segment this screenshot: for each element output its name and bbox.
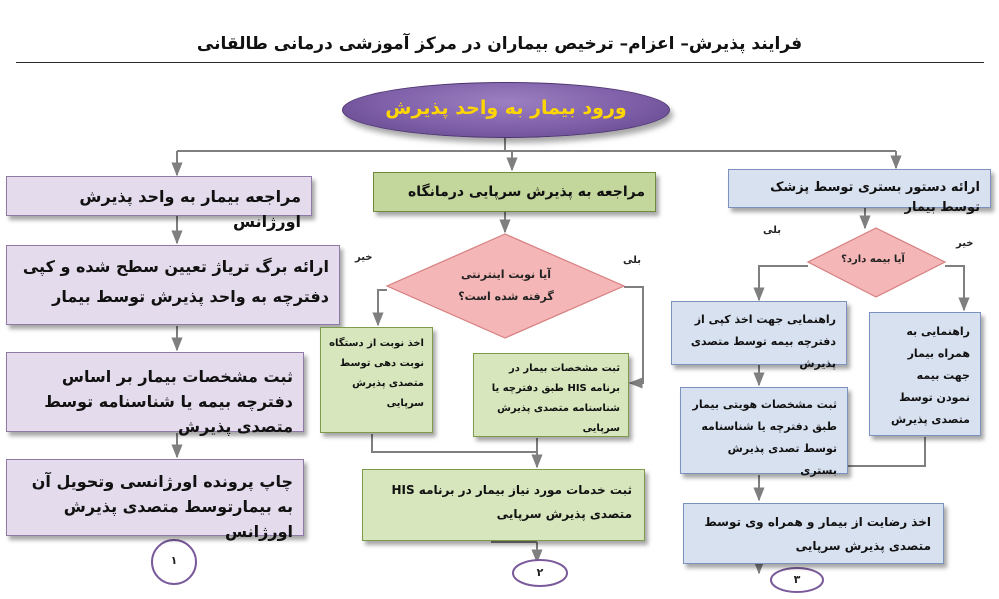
emergency-step-4: چاپ پرونده اورژانسی وتحویل آن به بیمارتوسط متصدی پذیرش اورژانس (6, 459, 304, 536)
inpatient-consent-box: اخذ رضایت از بیمار و همراه وی توسط متصدی پذیرش سرپایی (683, 503, 944, 564)
emergency-step-1: مراجعه بیمار به واحد پذیرش اورژانس (6, 176, 312, 216)
title-divider (16, 62, 984, 63)
page-title: فرایند پذیرش– اعزام– ترخیص بیماران در مرکز آموزشی درمانی طالقانی (196, 34, 803, 54)
outpatient-final-step: ثبت خدمات مورد نیاز بیمار در برنامه HIS متصدی پذیرش سرپایی (362, 469, 645, 541)
inpatient-step-1: ارائه دستور بستری توسط پزشک توسط بیمار (728, 169, 991, 208)
outpatient-step-1: مراجعه به پذیرش سرپایی درمانگاه (373, 172, 656, 212)
start-node-label: ورود بیمار به واحد پذیرش (385, 97, 627, 119)
outpatient-no-box: اخذ نوبت از دستگاه نوبت دهی توسط متصدی پذیرش سرپایی (320, 327, 433, 433)
start-node (342, 82, 670, 138)
connector-2-label: ۲ (536, 566, 544, 579)
label-yes-insurance: بلی (763, 225, 781, 236)
emergency-step-3: ثبت مشخصات بیمار بر اساس دفترچه بیمه یا شناسنامه توسط متصدی پذیرش (6, 352, 304, 432)
inpatient-decision-text: آیا بیمه دارد؟ (841, 254, 905, 265)
inpatient-yes-box: راهنمایی جهت اخذ کپی از دفترچه بیمه توسط متصدی پذیرش (671, 301, 847, 365)
emergency-step-2: ارائه برگ تریاژ تعیین سطح شده و کپی دفترچه به واحد پذیرش توسط بیمار (6, 245, 340, 325)
outpatient-decision-text: آیا نوبت اینترنتی گرفته شده است؟ (458, 268, 554, 303)
inpatient-register-box: ثبت مشخصات هویتی بیمار طبق دفترچه یا شناسنامه توسط تصدی پذیرش بستری (680, 387, 848, 474)
inpatient-no-box: راهنمایی به همراه بیمار جهت بیمه نمودن توسط متصدی پذیرش (869, 312, 981, 436)
label-no-insurance: خیر (956, 238, 974, 249)
label-no: خیر (355, 252, 373, 263)
connector-1-label: ۱ (170, 554, 178, 567)
outpatient-yes-box: ثبت مشخصات بیمار در برنامه HIS طبق دفترچه یا شناسنامه متصدی پذیرش سرپایی (473, 353, 629, 437)
label-yes: بلی (623, 255, 641, 266)
connector-3-label: ۳ (793, 573, 801, 586)
